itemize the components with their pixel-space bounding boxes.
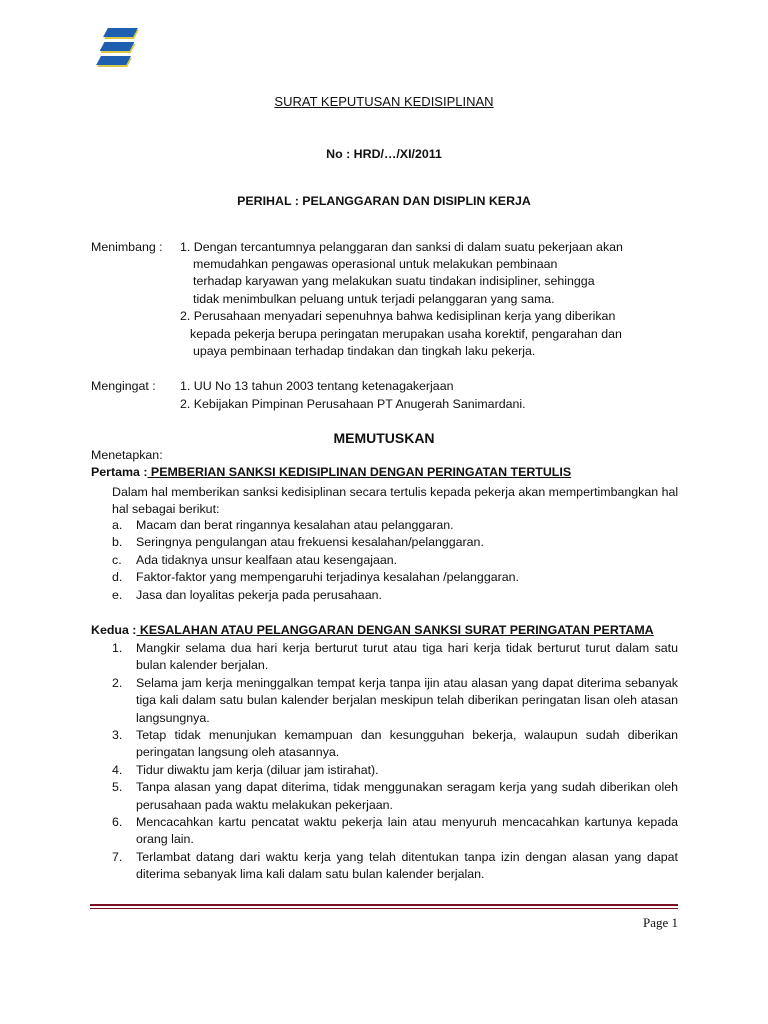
list-item	[112, 779, 678, 814]
menimbang-line: 1. Dengan tercantumnya pelanggaran dan sanksi di dalam suatu pekerjaan akan	[180, 240, 623, 254]
list-text: Seringnya pengulangan atau frekuensi kesalahan/pelanggaran.	[136, 535, 484, 550]
company-logo	[78, 24, 154, 80]
list-item	[112, 814, 678, 849]
list-marker: 5.	[112, 780, 123, 795]
list-marker: d.	[112, 570, 123, 585]
page-number: Page 1	[642, 915, 678, 930]
company-logo-icon	[78, 24, 154, 80]
document-number: No : HRD/…/XI/2011	[326, 147, 442, 161]
section-kedua-heading	[91, 622, 654, 639]
list-marker: 7.	[112, 849, 123, 864]
list-text: Jasa dan loyalitas pekerja pada perusahaan.	[136, 587, 382, 602]
footer-rule-thin	[90, 908, 678, 909]
list-text: Mangkir selama dua hari kerja berturut turut atau tiga hari kerja tidak berturut turut dalam satu bulan kalender berjalan.	[136, 641, 678, 673]
list-text: Tetap tidak menunjukan kemampuan dan kesungguhan bekerja, walaupun sudah diberikan peringatan langsung oleh atasannya.	[136, 728, 678, 760]
list-text: Macam dan berat ringannya kesalahan atau pelanggaran.	[136, 518, 454, 532]
kedua-list	[112, 640, 678, 884]
list-item	[112, 727, 678, 762]
menimbang-line: memudahkan pengawas operasional untuk melakukan pembinaan	[193, 257, 558, 271]
list-item	[112, 640, 678, 675]
menimbang-line: kepada pekerja berupa peringatan merupakan usaha korektif, pengarahan dan	[190, 327, 622, 341]
list-marker: b.	[112, 535, 123, 550]
mengingat-line: 2. Kebijakan Pimpinan Perusahaan PT Anugerah Sanimardani.	[180, 397, 526, 411]
menimbang-label: Menimbang :	[91, 240, 163, 254]
menimbang-line: upaya pembinaan terhadap tindakan dan tingkah laku pekerja.	[193, 344, 536, 358]
list-item	[112, 587, 682, 604]
memutuskan-heading: MEMUTUSKAN	[333, 430, 435, 446]
document-subject: PERIHAL : PELANGGARAN DAN DISIPLIN KERJA	[237, 194, 531, 208]
menetapkan-label: Menetapkan:	[91, 448, 163, 462]
list-marker: a.	[112, 518, 123, 532]
list-item	[112, 762, 678, 779]
menimbang-line: terhadap karyawan yang melakukan suatu tindakan indisipliner, sehingga	[193, 274, 595, 288]
footer-rule	[90, 904, 678, 906]
list-item	[112, 517, 682, 534]
document-title: SURAT KEPUTUSAN KEDISIPLINAN	[274, 94, 494, 109]
pertama-list	[112, 517, 682, 604]
list-marker: 2.	[112, 675, 123, 690]
list-text: Faktor-faktor yang mempengaruhi terjadinya kesalahan /pelanggaran.	[136, 570, 519, 585]
list-item	[112, 552, 682, 569]
mengingat-label: Mengingat :	[91, 379, 156, 393]
list-marker: c.	[112, 552, 122, 567]
section-pertama-heading	[91, 464, 571, 481]
list-item	[112, 569, 682, 586]
list-text: Ada tidaknya unsur kealfaan atau kesengajaan.	[136, 552, 398, 567]
list-item	[112, 534, 682, 551]
section-label: Kedua :	[91, 623, 137, 637]
section-title: KESALAHAN ATAU PELANGGARAN DENGAN SANKSI SURAT PERINGATAN PERTAMA	[136, 623, 654, 637]
list-marker: 3.	[112, 728, 123, 743]
list-text: Selama jam kerja meninggalkan tempat kerja tanpa ijin atau alasan yang dapat diterima sebanyak tiga kali dalam satu bulan kalender berjalan meskipun telah diberikan peringatan lisan oleh atasan langsungnya.	[136, 675, 678, 725]
mengingat-line: 1. UU No 13 tahun 2003 tentang ketenagakerjaan	[180, 379, 454, 393]
list-marker: 6.	[112, 815, 123, 830]
list-text: Tidur diwaktu jam kerja (diluar jam istirahat).	[136, 762, 379, 777]
list-marker: 1.	[112, 641, 123, 655]
menimbang-line: 2. Perusahaan menyadari sepenuhnya bahwa kedisiplinan kerja yang diberikan	[180, 309, 616, 323]
list-text: Mencacahkan kartu pencatat waktu pekerja lain atau menyuruh mencacahkan kartunya kepada orang lain.	[136, 815, 678, 847]
list-marker: 4.	[112, 762, 123, 777]
section-label: Pertama :	[91, 465, 148, 479]
list-item	[112, 675, 678, 727]
pertama-intro: Dalam hal memberikan sanksi kedisiplinan secara tertulis kepada pekerja akan mempertimbangkan hal hal sebagai berikut:	[112, 485, 679, 517]
list-marker: e.	[112, 587, 123, 602]
list-item	[112, 849, 678, 884]
list-text: Terlambat datang dari waktu kerja yang telah ditentukan tanpa izin dengan alasan yang dapat diterima sebanyak lima kali dalam satu bulan kalender berjalan.	[136, 849, 678, 882]
section-title: PEMBERIAN SANKSI KEDISIPLINAN DENGAN PERINGATAN TERTULIS	[147, 465, 572, 479]
menimbang-line: tidak menimbulkan peluang untuk terjadi pelanggaran yang sama.	[193, 292, 555, 306]
list-text: Tanpa alasan yang dapat diterima, tidak menggunakan seragam kerja yang sudah diberikan oleh perusahaan pada waktu melakukan pekerjaan.	[136, 780, 678, 812]
